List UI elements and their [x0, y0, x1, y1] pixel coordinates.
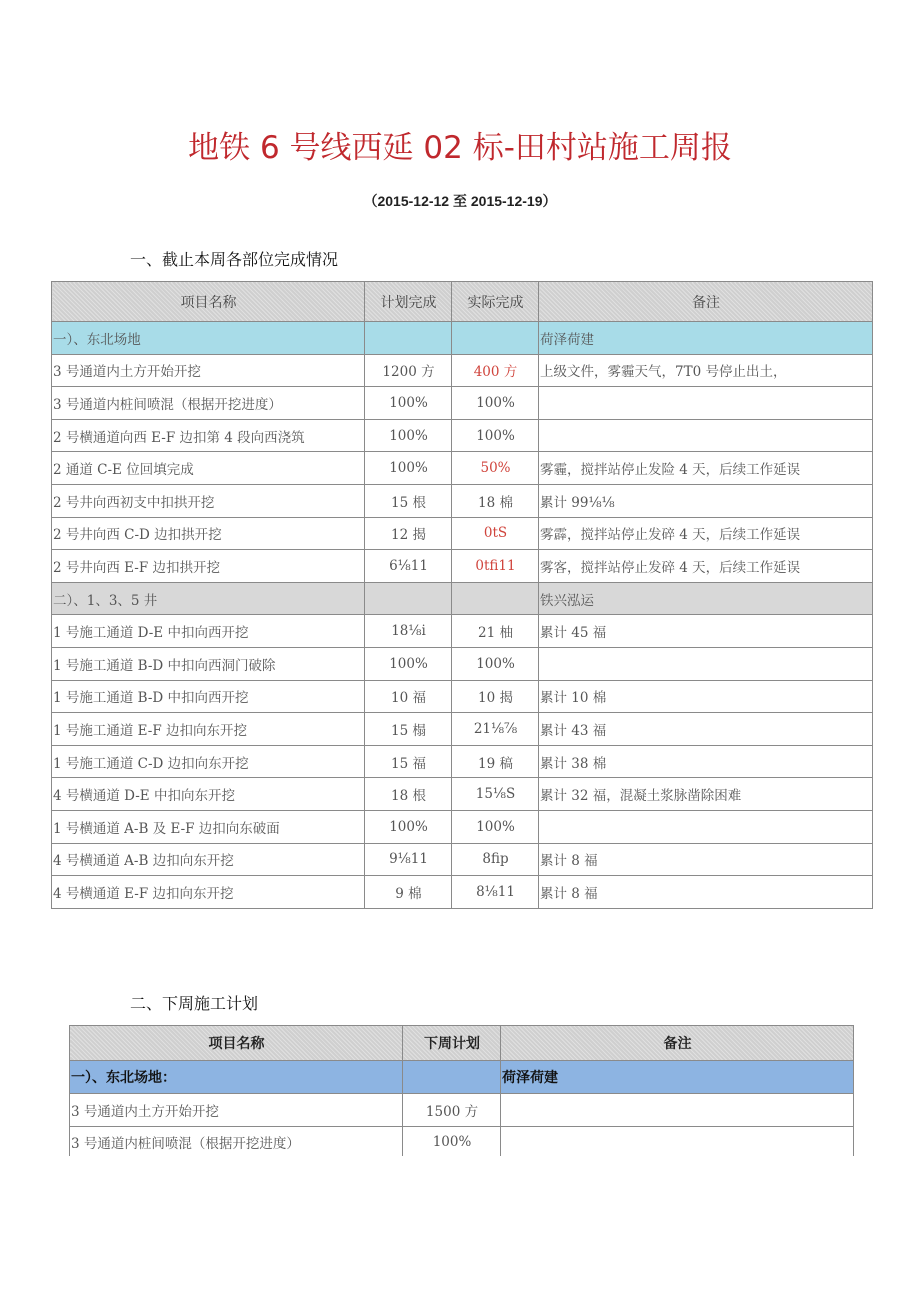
table-cell: 18 棉 [452, 484, 539, 517]
column-header: 计划完成 [365, 282, 452, 322]
table-cell: 50% [452, 452, 539, 485]
table-cell: 1 号施工通道 B-D 中扣向西洞门破除 [52, 647, 365, 680]
table-cell: 2 号横通道向西 E-F 边扣第 4 段向西浇筑 [52, 419, 365, 452]
table-cell: 6⅛11 [365, 550, 452, 583]
table-cell: 10 揭 [452, 680, 539, 713]
table-cell: 100% [452, 419, 539, 452]
table-cell: 2 号井向西 E-F 边扣拱开挖 [52, 550, 365, 583]
table-cell: 100% [365, 387, 452, 420]
table-cell: 累计 8 福 [539, 876, 873, 909]
category-row [52, 322, 873, 355]
table-row [52, 354, 873, 387]
table-row [70, 1094, 854, 1127]
table-cell: 雾客，搅拌站停止发碎 4 天，后续工作延误 [539, 550, 873, 583]
table-row [52, 615, 873, 648]
table-cell: 100% [452, 647, 539, 680]
table-cell: 上级文件，雾霾天气，7T0 号停止出土， [539, 354, 873, 387]
table-cell: 100% [365, 647, 452, 680]
table-cell: 累计 32 福，混凝土浆脉凿除困难 [539, 778, 873, 811]
table-cell: 21 柚 [452, 615, 539, 648]
column-header: 项目名称 [52, 282, 365, 322]
table-row [70, 1127, 854, 1157]
table-cell: 3 号通道内桩间喷混（根据开挖进度） [70, 1127, 403, 1157]
table-cell [539, 387, 873, 420]
table-cell: 100% [452, 387, 539, 420]
plan-table [69, 1025, 854, 1156]
table-cell: 8⅛11 [452, 876, 539, 909]
table-cell: 1 号施工通道 E-F 边扣向东开挖 [52, 713, 365, 746]
table-cell: 10 福 [365, 680, 452, 713]
table-cell: 15 榻 [365, 713, 452, 746]
table-row [52, 876, 873, 909]
table-cell: 4 号横通道 D-E 中扣向东开挖 [52, 778, 365, 811]
table-row [52, 778, 873, 811]
table-row [52, 484, 873, 517]
section1-heading: 一、截止本周各部位完成情况 [130, 250, 339, 269]
table-cell: 400 方 [452, 354, 539, 387]
table-cell: 100% [365, 452, 452, 485]
column-header: 备注 [539, 282, 873, 322]
table-cell: 100% [365, 419, 452, 452]
table-cell: 9 棉 [365, 876, 452, 909]
table-row [52, 713, 873, 746]
completion-table [51, 281, 873, 909]
table-cell: 2 号井向西初支中扣拱开挖 [52, 484, 365, 517]
table-cell [501, 1127, 854, 1157]
table-cell [403, 1061, 501, 1094]
table-cell: 100% [452, 810, 539, 843]
date-range: （2015-12-12 至 2015-12-19） [363, 193, 557, 209]
table-cell: 1 号横通道 A-B 及 E-F 边扣向东破面 [52, 810, 365, 843]
table-cell: 100% [403, 1127, 501, 1157]
table-cell: 18⅛i [365, 615, 452, 648]
table-cell: 15⅛S [452, 778, 539, 811]
table-cell: 累计 38 棉 [539, 745, 873, 778]
table-cell: 1 号施工通道 C-D 边扣向东开挖 [52, 745, 365, 778]
column-header: 项目名称 [70, 1026, 403, 1061]
table-cell: 18 根 [365, 778, 452, 811]
category-row [52, 582, 873, 615]
table-cell: 荷泽荷建 [501, 1061, 854, 1094]
section2-heading: 二、下周施工计划 [130, 994, 259, 1013]
table-cell: 3 号通道内桩间喷混（根据开挖进度） [52, 387, 365, 420]
table-cell: 12 揭 [365, 517, 452, 550]
table-cell: 累计 43 福 [539, 713, 873, 746]
table-cell: 1 号施工通道 B-D 中扣向西开挖 [52, 680, 365, 713]
table-cell: 0tS [452, 517, 539, 550]
table-row [52, 810, 873, 843]
table-row [52, 419, 873, 452]
table-cell: 累计 10 棉 [539, 680, 873, 713]
table-cell: 9⅛11 [365, 843, 452, 876]
table-header-row [70, 1026, 854, 1061]
table-cell: 0tfi11 [452, 550, 539, 583]
table-cell: 3 号通道内土方开始开挖 [70, 1094, 403, 1127]
table-header-row [52, 282, 873, 322]
table-cell [539, 647, 873, 680]
table-cell: 累计 99⅛⅛ [539, 484, 873, 517]
table-cell [539, 419, 873, 452]
table-cell: 荷泽荷建 [539, 322, 873, 355]
table-cell: 15 根 [365, 484, 452, 517]
table-cell: 1200 方 [365, 354, 452, 387]
table-row [52, 452, 873, 485]
table-row [52, 647, 873, 680]
table-cell: 铁兴泓运 [539, 582, 873, 615]
table-row [52, 745, 873, 778]
table-cell [539, 810, 873, 843]
table-cell: 一）、东北场地： [70, 1061, 403, 1094]
table-row [52, 517, 873, 550]
table-cell [501, 1094, 854, 1127]
table-cell: 4 号横通道 A-B 边扣向东开挖 [52, 843, 365, 876]
table-cell [365, 582, 452, 615]
category-row [70, 1061, 854, 1094]
table-cell: 1 号施工通道 D-E 中扣向西开挖 [52, 615, 365, 648]
doc-title: 地铁 6 号线西延 02 标-田村站施工周报 [188, 130, 732, 166]
column-header: 实际完成 [452, 282, 539, 322]
table-cell: 一）、东北场地 [52, 322, 365, 355]
table-cell: 二）、1、3、5 井 [52, 582, 365, 615]
table-row [52, 387, 873, 420]
table-cell [452, 322, 539, 355]
table-cell: 100% [365, 810, 452, 843]
table-cell: 19 稿 [452, 745, 539, 778]
column-header: 备注 [501, 1026, 854, 1061]
table-cell [452, 582, 539, 615]
table-cell: 21⅛⅞ [452, 713, 539, 746]
table-cell [365, 322, 452, 355]
column-header: 下周计划 [403, 1026, 501, 1061]
table-cell: 累计 45 福 [539, 615, 873, 648]
table-row [52, 550, 873, 583]
table-cell: 雾霾，搅拌站停止发险 4 天，后续工作延误 [539, 452, 873, 485]
table-cell: 15 福 [365, 745, 452, 778]
table-cell: 4 号横通道 E-F 边扣向东开挖 [52, 876, 365, 909]
table-cell: 2 号井向西 C-D 边扣拱开挖 [52, 517, 365, 550]
table-cell: 1500 方 [403, 1094, 501, 1127]
table-row [52, 680, 873, 713]
table-cell: 雾霹，搅拌站停止发碎 4 天，后续工作延误 [539, 517, 873, 550]
table-cell: 8fip [452, 843, 539, 876]
table-cell: 2 通道 C-E 位回填完成 [52, 452, 365, 485]
table-row [52, 843, 873, 876]
table-cell: 3 号通道内土方开始开挖 [52, 354, 365, 387]
table-cell: 累计 8 福 [539, 843, 873, 876]
